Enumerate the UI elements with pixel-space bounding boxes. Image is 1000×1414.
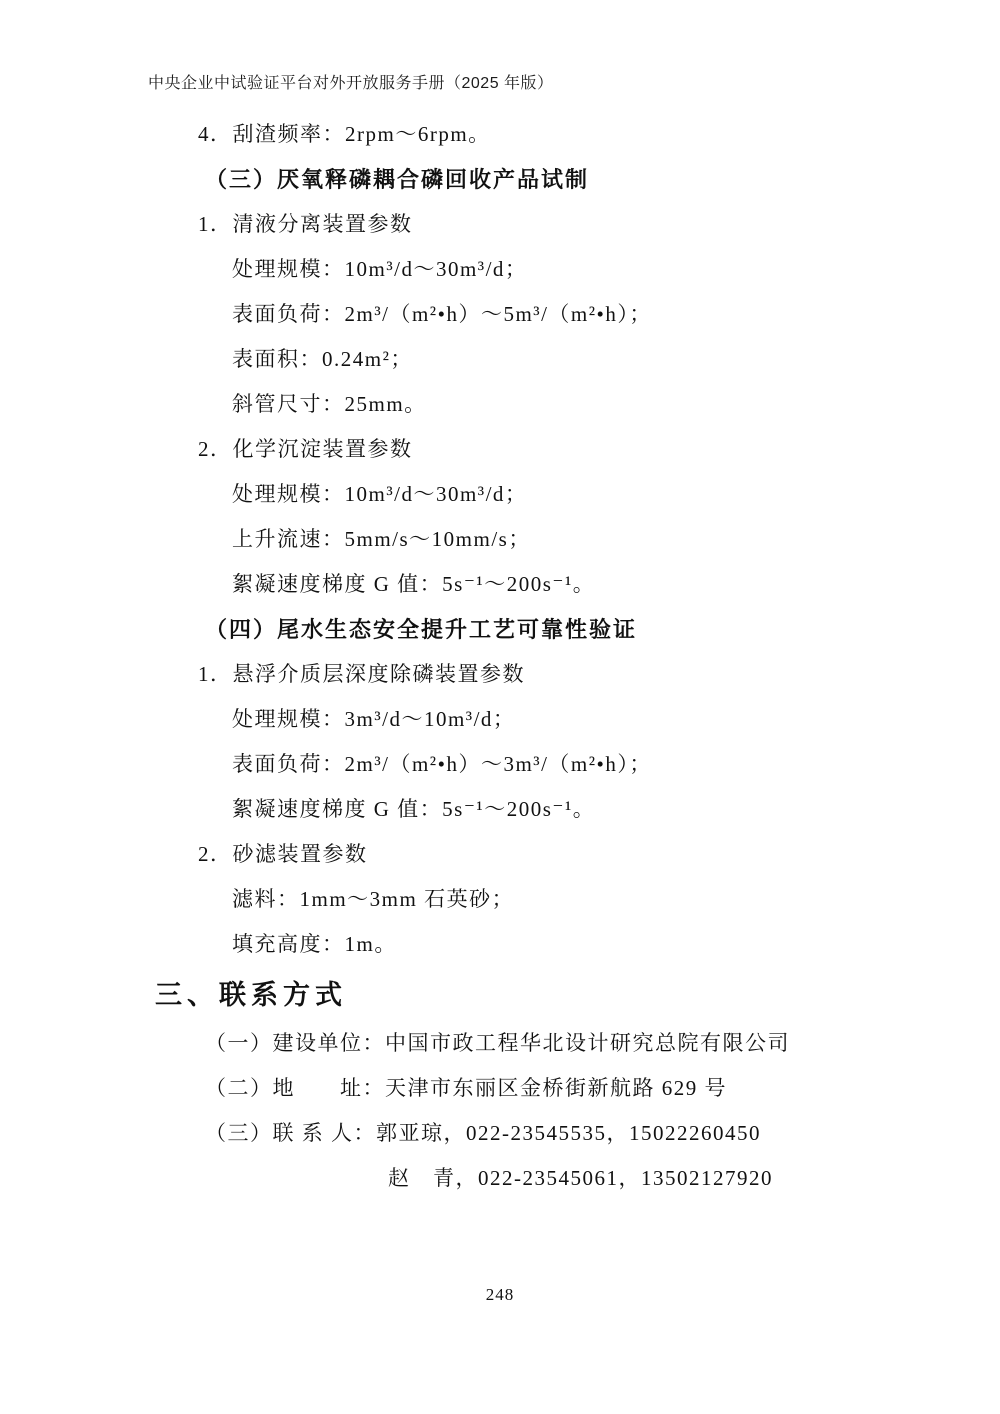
param-treatment-scale-3: 处理规模：3m³/d～10m³/d； xyxy=(232,707,516,731)
param-surface-area: 表面积：0.24m²； xyxy=(232,347,413,371)
page-number: 248 xyxy=(485,1285,515,1304)
heading-contact: 三、联系方式 xyxy=(155,980,347,1010)
item-suspended-media-phosphorus-removal: 1．悬浮介质层深度除磷装置参数 xyxy=(198,662,525,686)
contact-person-1: （三）联 系 人：郭亚琼，022-23545535，15022260450 xyxy=(205,1121,761,1145)
document-content xyxy=(0,112,1000,1201)
param-treatment-scale-1: 处理规模：10m³/d～30m³/d； xyxy=(232,257,528,281)
heading-section-3: （三）厌氧释磷耦合磷回收产品试制 xyxy=(205,167,590,192)
param-rising-velocity: 上升流速：5mm/s～10mm/s； xyxy=(232,527,531,551)
param-filling-height: 填充高度：1m。 xyxy=(232,932,397,956)
param-surface-load-2: 表面负荷：2m³/（m²•h）～3m³/（m²•h）； xyxy=(232,752,652,776)
param-treatment-scale-2: 处理规模：10m³/d～30m³/d； xyxy=(232,482,528,506)
contact-person-2: 赵 青，022-23545061，13502127920 xyxy=(388,1166,773,1190)
param-g-value-1: 絮凝速度梯度 G 值：5s⁻¹～200s⁻¹。 xyxy=(232,572,596,596)
param-filter-media: 滤料：1mm～3mm 石英砂； xyxy=(232,887,515,911)
item-scraper-frequency: 4．刮渣频率：2rpm～6rpm。 xyxy=(198,122,491,146)
param-inclined-tube-size: 斜管尺寸：25mm。 xyxy=(232,392,427,416)
contact-construction-unit: （一）建设单位：中国市政工程华北设计研究总院有限公司 xyxy=(205,1031,790,1055)
running-header: 中央企业中试验证平台对外开放服务手册（2025 年版） xyxy=(148,75,554,92)
heading-section-4: （四）尾水生态安全提升工艺可靠性验证 xyxy=(205,617,638,642)
contact-address: （二）地 址：天津市东丽区金桥街新航路 629 号 xyxy=(205,1076,727,1100)
param-g-value-2: 絮凝速度梯度 G 值：5s⁻¹～200s⁻¹。 xyxy=(232,797,596,821)
item-chemical-precipitation: 2．化学沉淀装置参数 xyxy=(198,437,413,461)
param-surface-load-1: 表面负荷：2m³/（m²•h）～5m³/（m²•h）； xyxy=(232,302,652,326)
item-clear-liquid-separation: 1．清液分离装置参数 xyxy=(198,212,413,236)
item-sand-filter: 2．砂滤装置参数 xyxy=(198,842,368,866)
